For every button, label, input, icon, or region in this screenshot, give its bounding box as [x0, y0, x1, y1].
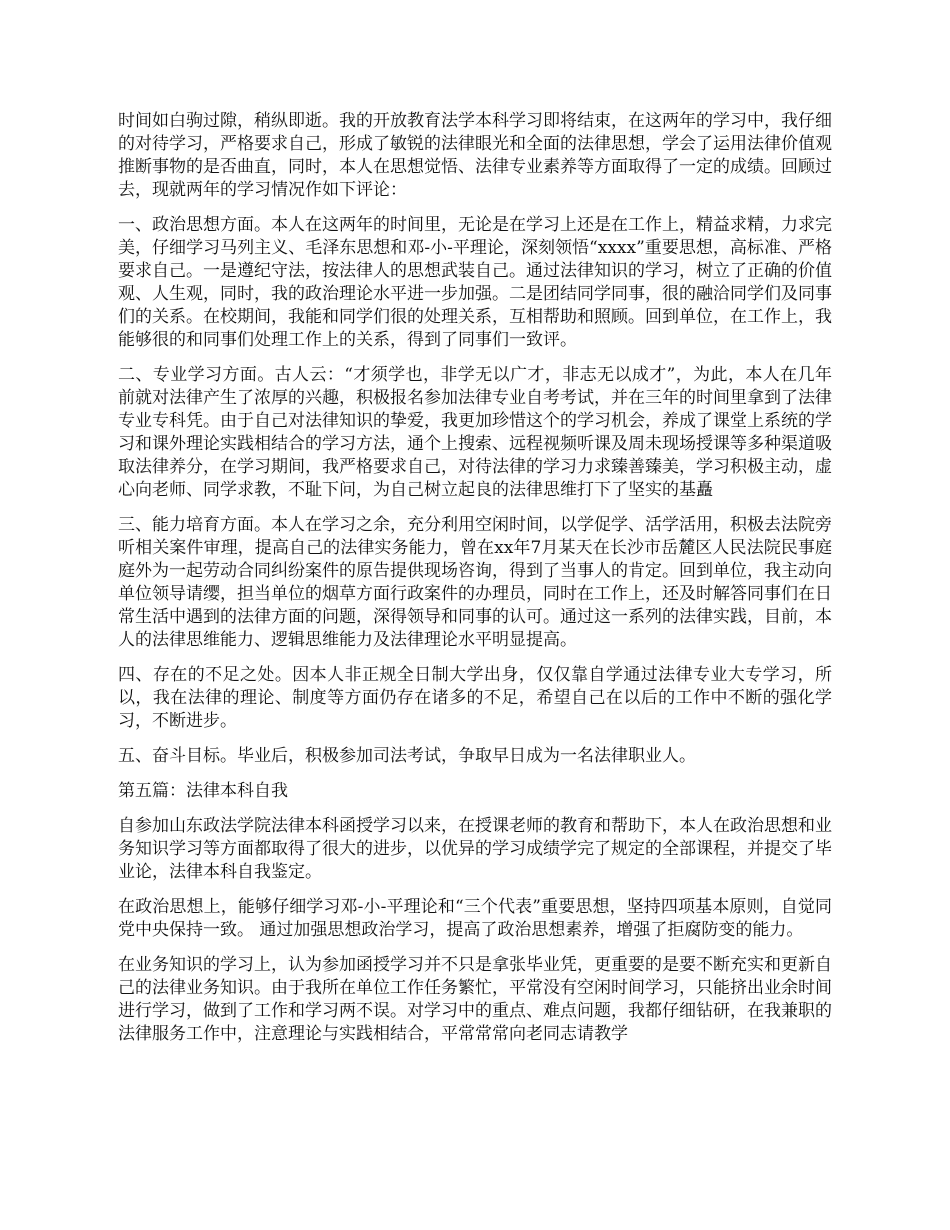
section-heading: 第五篇：法律本科自我	[118, 781, 288, 801]
paragraph-correspondence-study: 自参加山东政法学院法律本科函授学习以来，在授课老师的教育和帮助下，本人在政治思想和业务知识学习等方面都取得了很大的进步，以优异的学习成绩学完了规定的全部课程，并提交了毕业论，法律本科自我鉴定。	[118, 816, 832, 882]
paragraph-professional-study: 二、专业学习方面。古人云：“才须学也，非学无以广才，非志无以成才”，为此，本人在几年前就对法律产生了浓厚的兴趣，积极报名参加法律专业自考考试，并在三年的时间里拿到了法律专业专科凭。由于自己对法律知识的挚爱，我更加珍惜这个的学习机会，养成了课堂上系统的学习和课外理论实践相结合的学习方法，通个上搜索、远程视频听课及周未现场授课等多种渠道吸取法律养分，在学习期间，我严格要求自己，对待法律的学习力求臻善臻美，学习积极主动，虚心向老师、同学求教，不耻下问，为自己树立起良的法律思维打下了坚实的基矗	[118, 365, 832, 500]
paragraph-political-ideology: 在政治思想上，能够仔细学习邓-小-平理论和“三个代表”重要思想，坚持四项基本原则，自觉同党中央保持一致。 通过加强思想政治学习，提高了政治思想素养，增强了拒腐防变的能力。	[118, 897, 832, 940]
paragraph-goals: 五、奋斗目标。毕业后，积极参加司法考试，争取早日成为一名法律职业人。	[118, 746, 696, 766]
paragraph-business-knowledge: 在业务知识的学习上，认为参加函授学习并不只是拿张毕业凭，更重要的是要不断充实和更新自己的法律业务知识。由于我所在单位工作任务繁忙，平常没有空闲时间学习，只能挤出业余时间进行学习，做到了工作和学习两不误。对学习中的重点、难点问题，我都仔细钻研，在我兼职的法律服务工作中，注意理论与实践相结合，平常常常向老同志请教学	[118, 955, 832, 1044]
paragraph-political-thought: 一、政治思想方面。本人在这两年的时间里，无论是在学习上还是在工作上，精益求精，力求完美，仔细学习马列主义、毛泽东思想和邓-小-平理论，深刻领悟“xxxx”重要思想，高标准、严格要求自己。一是遵纪守法，按法律人的思想武装自己。通过法律知识的学习，树立了正确的价值观、人生观，同时，我的政治理论水平进一步加强。二是团结同学同事，很的融洽同学们及同事们的关系。在校期间，我能和同学们很的处理关系，互相帮助和照顾。回到单位，在工作上，我能够很的和同事们处理工作上的关系，得到了同事们一致评。	[118, 215, 832, 350]
paragraph-shortcomings: 四、存在的不足之处。因本人非正规全日制大学出身，仅仅靠自学通过法律专业大专学习，所以，我在法律的理论、制度等方面仍存在诸多的不足，希望自己在以后的工作中不断的强化学习，不断进步。	[118, 665, 832, 731]
document-body	[118, 110, 832, 1058]
paragraph-ability-cultivation: 三、能力培育方面。本人在学习之余，充分利用空闲时间，以学促学、活学活用，积极去法院旁听相关案件审理，提高自己的法律实务能力，曾在xx年7月某天在长沙市岳麓区人民法院民事庭庭外为一起劳动合同纠纷案件的原告提供现场咨询，得到了当事人的肯定。回到单位，我主动向单位领导请缨，担当单位的烟草方面行政案件的办理员，同时在工作上，还及时解答同事们在日常生活中遇到的法律方面的问题，深得领导和同事的认可。通过这一系列的法律实践，目前，本人的法律思维能力、逻辑思维能力及法律理论水平明显提高。	[118, 515, 832, 650]
paragraph-intro: 时间如白驹过隙，稍纵即逝。我的开放教育法学本科学习即将结束，在这两年的学习中，我仔细的对待学习，严格要求自己，形成了敏锐的法律眼光和全面的法律思想，学会了运用法律价值观推断事物的是否曲直，同时，本人在思想觉悟、法律专业素养等方面取得了一定的成绩。回顾过去，现就两年的学习情况作如下评论：	[118, 111, 832, 200]
